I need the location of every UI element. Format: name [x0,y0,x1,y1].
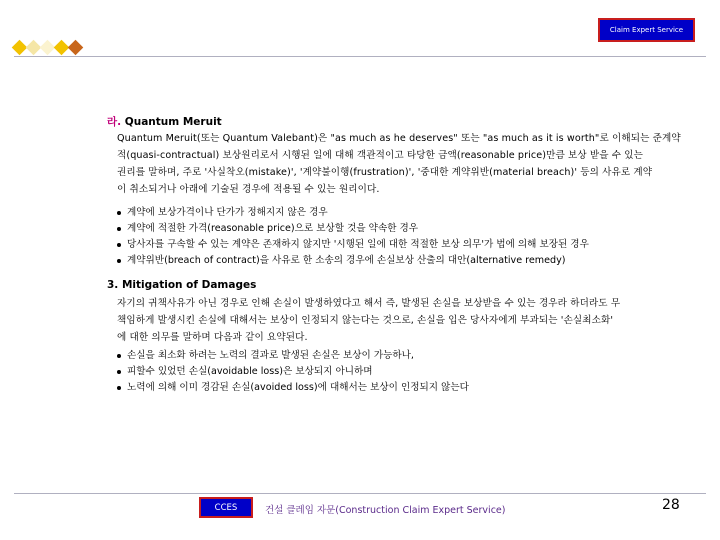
paragraph-line: 책임하게 발생시킨 손실에 대해서는 보상이 인정되지 않는다는 것으로, 손실을 입은 당사자에게 부과되는 '손실최소화' [117,315,614,326]
footer-text: 건설 클레임 자문(Construction Claim Expert Service) [265,505,506,516]
page-number: 28 [662,497,680,513]
paragraph-line: 이 취소되거나 아래에 기술된 경우에 적용될 수 있는 원리이다. [117,184,380,195]
section-3-paragraph [117,295,620,346]
cces-logo-badge: CCES [199,497,253,518]
list-item: 손실을 최소화 하려는 노력의 결과로 발생된 손실은 보상이 가능하나, [117,348,469,364]
section-la-prefix: 라. [107,116,122,128]
list-item: 노력에 의해 이미 경감된 손실(avoided loss)에 대해서는 보상이 인정되지 않는다 [117,380,469,396]
section-la-title: Quantum Meruit [124,116,222,128]
list-item: 계약위반(breach of contract)을 사유로 한 소송의 경우에 손실보상 산출의 대안(alternative remedy) [117,253,589,269]
section-la-heading [107,114,222,129]
section-la-bullet-list [117,205,589,269]
list-item: 계약에 적절한 가격(reasonable price)으로 보상할 것을 약속한 경우 [117,221,589,237]
list-item: 계약에 보상가격이나 단가가 정해지지 않은 경우 [117,205,589,221]
footer-divider [14,493,706,494]
section-la-paragraph [117,130,681,198]
list-item: 당사자를 구속할 수 있는 계약은 존재하지 않지만 '시행된 일에 대한 적절한 보상 의무'가 법에 의해 보장된 경우 [117,237,589,253]
paragraph-line: 적(quasi-contractual) 보상원리로서 시행된 일에 대해 객관적이고 타당한 금액(reasonable price)만큼 보상 받을 수 있는 [117,150,644,161]
section-3-bullet-list [117,348,469,396]
paragraph-line: Quantum Meruit(또는 Quantum Valebant)은 "as much as he deserves" 또는 "as much as it is worth"로 이해되는 준계약 [117,133,681,144]
list-item: 피할수 있었던 손실(avoidable loss)은 보상되지 아니하며 [117,364,469,380]
header-divider [14,56,706,57]
decor-diamond [68,40,84,56]
section-3-heading: 3. Mitigation of Damages [107,279,257,291]
service-badge: Claim Expert Service [598,18,695,42]
paragraph-line: 자기의 귀책사유가 아닌 경우로 인해 손실이 발생하였다고 해서 즉, 발생된 손실을 보상받을 수 있는 경우라 하더라도 무 [117,298,621,309]
paragraph-line: 권리를 말하며, 주로 '사실착오(mistake)', '계약불이행(frustration)', '중대한 계약위반(material breach)' 등의 사유로 계약 [117,167,653,178]
paragraph-line: 에 대한 의무를 말하며 다음과 같이 요약된다. [117,332,308,343]
